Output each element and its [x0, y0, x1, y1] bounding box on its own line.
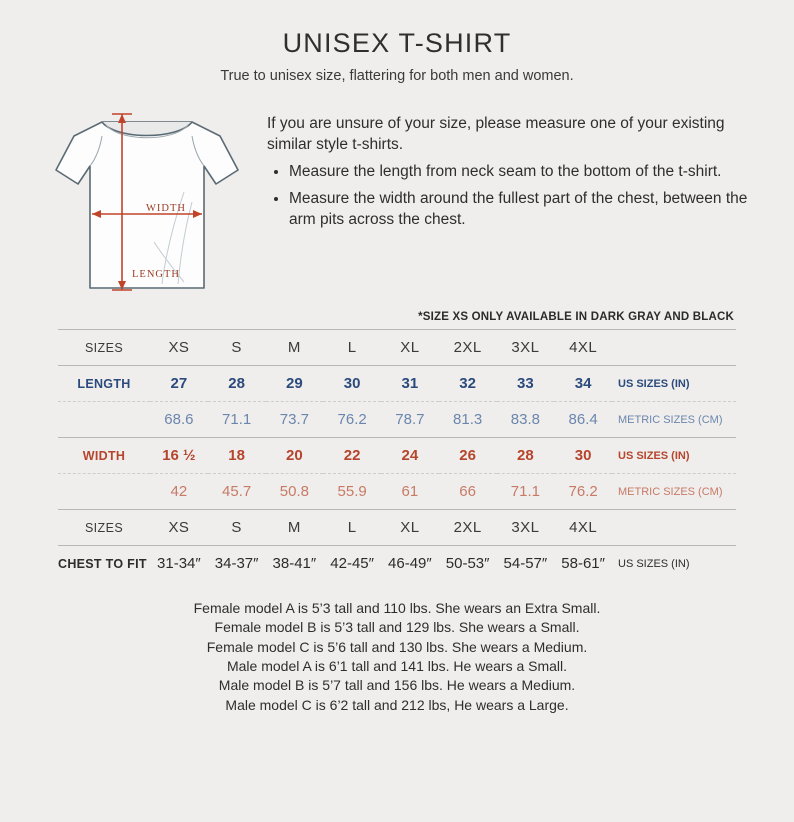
length-in-3xl: 33 [517, 375, 534, 392]
table-row-header-2 [58, 510, 736, 546]
length-cm-3xl: 83.8 [510, 411, 540, 428]
length-cm-4xl: 86.4 [568, 411, 598, 428]
chest-xs: 31-34″ [157, 555, 201, 572]
unit-header-blank [612, 330, 736, 366]
size-table [58, 329, 736, 581]
diagram-and-instructions [0, 84, 794, 307]
length-in-m: 29 [286, 375, 303, 392]
size-header-xs: XS [168, 339, 190, 356]
chest-3xl: 54-57″ [503, 555, 548, 572]
chest-4xl: 58-61″ [561, 555, 605, 572]
row-label-chest: CHEST TO FIT [58, 556, 147, 571]
table-row-length-in [58, 366, 736, 402]
table-row-length-cm [58, 402, 736, 438]
model-note-line: Female model B is 5’3 tall and 129 lbs. She wears a Small. [214, 619, 580, 636]
width-in-2xl: 26 [459, 447, 476, 464]
chest-xl: 46-49″ [388, 555, 432, 572]
chest-s: 34-37″ [214, 555, 259, 572]
width-us-unit: US SIZES (IN) [618, 449, 690, 462]
width-cm-m: 50.8 [279, 483, 309, 500]
width-cm-xs: 42 [170, 483, 188, 500]
page-title: UNISEX T-SHIRT [282, 28, 512, 58]
model-notes [0, 581, 794, 715]
model-note-line: Male model A is 6’1 tall and 141 lbs. He wears a Small. [226, 657, 568, 674]
size-header-m: M [287, 339, 301, 356]
list-item: • Measure the length from neck seam to the bottom of the t-shirt. [289, 162, 760, 183]
size2-header-4xl: 4XL [569, 519, 598, 536]
chest-l: 42-45″ [330, 555, 374, 572]
width-label: WIDTH [146, 203, 186, 214]
length-cm-xs: 68.6 [164, 411, 194, 428]
size2-header-l: L [347, 519, 357, 536]
width-cm-l: 55.9 [337, 483, 367, 500]
length-label: LENGTH [132, 269, 180, 280]
width-in-xs: 16 ½ [162, 447, 196, 464]
size2-header-xs: XS [168, 519, 190, 536]
model-note-line: Female model A is 5’3 tall and 110 lbs. She wears an Extra Small. [193, 600, 601, 616]
length-us-unit: US SIZES (IN) [618, 377, 690, 390]
width-in-l: 22 [343, 447, 361, 464]
length-in-xl: 31 [401, 375, 419, 392]
size2-header-3xl: 3XL [511, 519, 540, 536]
chest-2xl: 50-53″ [445, 555, 490, 572]
width-cm-xl: 61 [401, 483, 419, 500]
size-header-xl: XL [400, 339, 420, 356]
size-chart-page [0, 28, 794, 822]
width-metric-unit: METRIC SIZES (CM) [618, 485, 723, 498]
model-note-line: Male model C is 6’2 tall and 212 lbs, He wears a Large. [225, 696, 569, 713]
size-header-l: L [347, 339, 357, 356]
length-in-l: 30 [343, 375, 361, 392]
table-row-width-in [58, 438, 736, 474]
size-table-zone [0, 329, 794, 581]
chest-m: 38-41″ [272, 555, 317, 572]
length-in-xs: 27 [170, 375, 188, 392]
size-header-s: S [231, 339, 242, 356]
list-item: • Measure the width around the fullest part of the chest, between the arm pits across the chest. [289, 189, 760, 231]
chest-us-unit: US SIZES (IN) [618, 557, 690, 570]
width-cm-2xl: 66 [459, 483, 476, 500]
length-metric-unit: METRIC SIZES (CM) [618, 413, 723, 426]
unit-header-blank-2 [612, 510, 736, 546]
length-in-2xl: 32 [459, 375, 476, 392]
size-header-2xl: 2XL [453, 339, 482, 356]
instructions-list [267, 162, 760, 231]
length-cm-xl: 78.7 [395, 411, 425, 428]
length-in-4xl: 34 [574, 375, 592, 392]
width-cm-4xl: 76.2 [568, 483, 598, 500]
size2-header-xl: XL [400, 519, 420, 536]
row-label-length-cm-blank [58, 402, 150, 438]
length-cm-m: 73.7 [279, 411, 309, 428]
width-cm-3xl: 71.1 [510, 483, 540, 500]
width-in-xl: 24 [401, 447, 419, 464]
table-row-chest [58, 546, 736, 582]
width-in-3xl: 28 [517, 447, 534, 464]
table-row-header-1 [58, 330, 736, 366]
width-cm-s: 45.7 [222, 483, 252, 500]
row-label-length: LENGTH [77, 376, 131, 391]
size2-header-m: M [287, 519, 301, 536]
row-label-width-cm-blank [58, 474, 150, 510]
size-header-4xl: 4XL [569, 339, 598, 356]
width-in-4xl: 30 [574, 447, 592, 464]
width-in-s: 18 [228, 447, 245, 464]
page-subtitle: True to unisex size, flattering for both men and women. [220, 68, 574, 84]
width-in-m: 20 [286, 447, 303, 464]
instructions-lead: If you are unsure of your size, please measure one of your existing similar style t-shirts. [267, 115, 725, 153]
size2-header-2xl: 2XL [453, 519, 482, 536]
row-label-width: WIDTH [82, 448, 126, 463]
length-cm-s: 71.1 [222, 411, 252, 428]
length-cm-2xl: 81.3 [453, 411, 483, 428]
model-note-line: Male model B is 5’7 tall and 156 lbs. He wears a Medium. [218, 677, 576, 694]
table-row-width-cm [58, 474, 736, 510]
length-in-s: 28 [228, 375, 245, 392]
availability-note: *SIZE XS ONLY AVAILABLE IN DARK GRAY AND BLACK [418, 311, 734, 323]
tshirt-diagram [34, 92, 259, 307]
size2-header-s: S [231, 519, 242, 536]
model-note-line: Female model C is 5’6 tall and 130 lbs. She wears a Medium. [206, 638, 588, 655]
sizes-header-label-2: SIZES [84, 520, 124, 535]
measure-instructions [259, 92, 760, 237]
length-cm-l: 76.2 [337, 411, 367, 428]
size-header-3xl: 3XL [511, 339, 540, 356]
sizes-header-label: SIZES [84, 340, 124, 355]
